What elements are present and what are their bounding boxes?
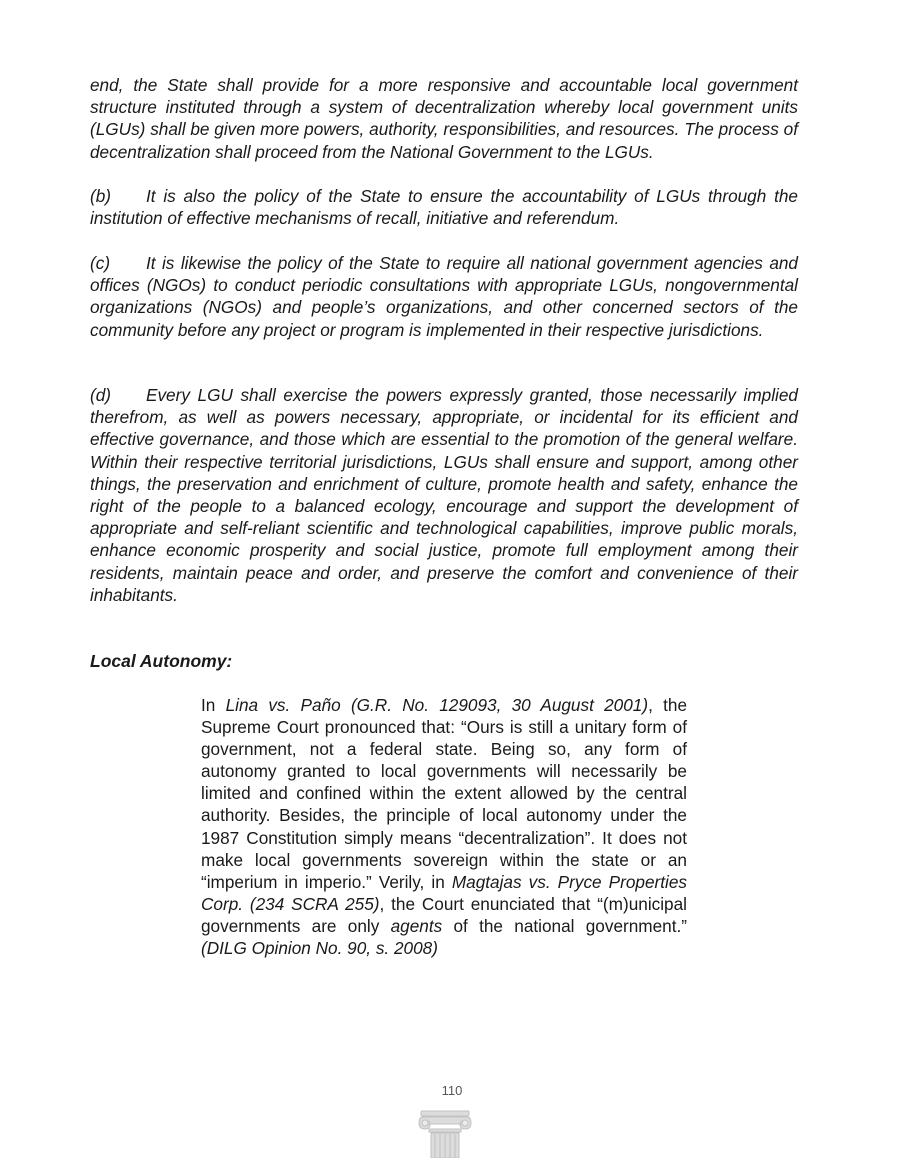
intro-paragraph: end, the State shall provide for a more responsive and accountable local government structure instituted through a system of decentralization whereby local government units (LGUs) shall be given more powers, authority, responsibilities, and resources. The process of decentralization shall proceed from the National Government to the LGUs. xyxy=(90,75,798,162)
paragraph-text: It is also the policy of the State to ensure the accountability of LGUs through the institution of effective mechanisms of recall, initiative and referendum. xyxy=(90,186,798,229)
paragraph-text: It is likewise the policy of the State to require all national government agencies and offices (NGOs) to conduct periodic consultations with appropriate LGUs, nongovernmental organizations (NGOs) and people’s organizations, and other concerned sectors of the community before any project or program is implemented in their respective jurisdictions. xyxy=(90,253,798,340)
paragraph-d xyxy=(90,384,798,606)
case-citation: Magtajas vs. Pryce Properties Corp. (234 SCRA 255) xyxy=(201,871,687,914)
paragraph-label: (b) xyxy=(90,186,112,206)
quote-text: In xyxy=(201,695,226,715)
page-number: 110 xyxy=(441,1083,463,1098)
case-citation: Lina vs. Paño (G.R. No. 129093, 30 August 2001) xyxy=(225,695,649,715)
paragraph-label: (c) xyxy=(90,253,111,273)
section-heading: Local Autonomy: xyxy=(90,651,233,671)
emphasis-agents: agents xyxy=(390,915,443,936)
paragraph-c xyxy=(90,252,798,341)
ionic-column-capital-icon xyxy=(415,1107,475,1158)
quote-text: , the Supreme Court pronounced that: “Ours is still a unitary form of government, not a federal state. Being so, any form of autonomy granted to local governments will necessarily be limited and confined within the extent allowed by the central authority. Besides, the principle of local autonomy under the 1987 Constitution simply means “decentralization”. It does not make local governments sovereign within the state or an “imperium in imperio.” Verily, in xyxy=(201,695,687,892)
paragraph-b xyxy=(90,185,798,229)
paragraph-text: Every LGU shall exercise the powers expressly granted, those necessarily implied therefrom, as well as powers necessary, appropriate, or incidental for its efficient and effective governance, and those which are essential to the promotion of the general welfare. Within their respective territorial jurisdictions, LGUs shall ensure and support, among other things, the preservation and enrichment of culture, promote health and safety, enhance the right of the people to a balanced ecology, encourage and support the development of appropriate and self-reliant scientific and technological capabilities, improve public morals, enhance economic prosperity and social justice, promote full employment among their residents, maintain peace and order, and preserve the comfort and convenience of their inhabitants. xyxy=(90,385,798,605)
opinion-citation: (DILG Opinion No. 90, s. 2008) xyxy=(201,938,438,959)
quoted-ruling xyxy=(201,694,687,959)
paragraph-label: (d) xyxy=(90,385,112,405)
quote-text: of the national government.” xyxy=(442,915,688,936)
quote-text: , the Court enunciated that “(m)unicipal governments are only xyxy=(201,893,687,936)
